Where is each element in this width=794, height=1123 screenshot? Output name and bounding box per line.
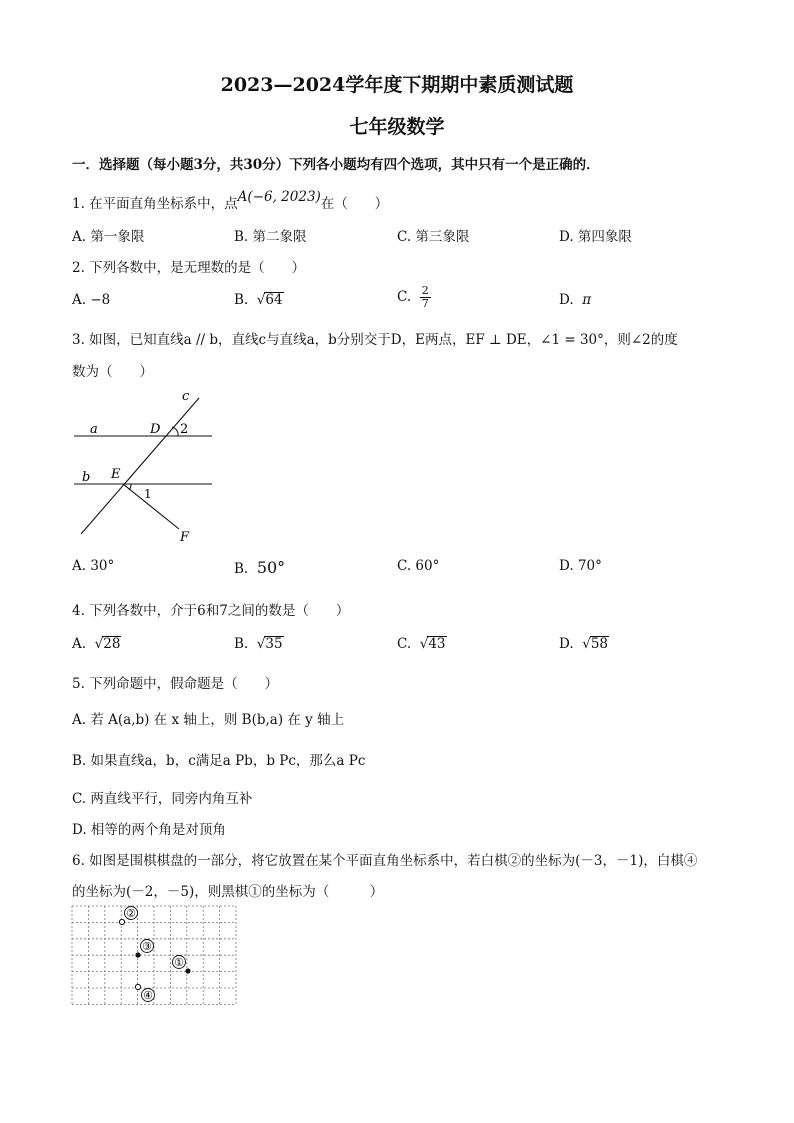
section-heading: 一．选择题（每小题3分，共30分）下列各小题均有四个选项，其中只有一个是正确的． [72, 157, 600, 173]
question-6-stem-line1: 6. 如图是围棋棋盘的一部分，将它放置在某个平面直角坐标系中，若白棋②的坐标为(－3，－1)，白棋④ [72, 853, 698, 869]
question-5-option-d: D. 相等的两个角是对顶角 [72, 822, 226, 838]
label-d: D [150, 422, 161, 437]
label-4-text: ④ [143, 989, 153, 1002]
question-1-stem-pre: 1. 在平面直角坐标系中，点 [72, 196, 238, 212]
question-2-option-d [559, 292, 591, 308]
question-1-point: A(−6, 2023) [237, 189, 321, 205]
question-2-option-a: A. −8 [72, 292, 111, 308]
board-grid [72, 906, 236, 1004]
label-1-text: ① [174, 956, 184, 969]
question-4-stem: 4. 下列各数中，介于6和7之间的数是（ ） [72, 603, 350, 619]
angle-1-arc [129, 484, 131, 490]
question-4-option-b-label: B. [234, 636, 249, 652]
question-2-option-c [397, 285, 431, 310]
question-3-option-d: D. 70° [559, 558, 602, 574]
question-2-option-c-fraction [420, 285, 431, 310]
question-2-stem: 2. 下列各数中，是无理数的是（ ） [72, 260, 306, 276]
question-1-option-d: D. 第四象限 [559, 229, 632, 245]
question-2-option-d-label: D. [559, 292, 574, 308]
black-stone-3 [135, 952, 140, 957]
question-5-stem: 5. 下列命题中，假命题是（ ） [72, 676, 279, 692]
question-3-stem-line2: 数为（ ） [72, 364, 153, 380]
question-6-go-board [68, 902, 244, 1008]
question-3-option-b [234, 558, 285, 577]
label-2: 2 [180, 422, 189, 437]
question-3-option-b-label: B. [234, 561, 249, 577]
exam-title: 2023—2024学年度下期期中素质测试题 [220, 74, 574, 96]
label-f: F [180, 530, 190, 545]
label-b: b [82, 470, 91, 485]
question-3-option-a: A. 30° [72, 558, 115, 574]
question-4-option-d-radicand: 58 [590, 636, 609, 652]
label-e: E [111, 467, 121, 482]
question-4-option-a-radicand: 28 [103, 636, 121, 652]
question-4-option-c-label: C. [397, 636, 412, 652]
question-5-option-a: A. 若 A(a,b) 在 x 轴上，则 B(b,a) 在 y 轴上 [72, 712, 345, 728]
question-1-option-b: B. 第二象限 [234, 229, 307, 245]
question-3-figure [66, 384, 226, 546]
question-3-option-c: C. 60° [397, 558, 440, 574]
question-5-option-b: B. 如果直线a，b，c满足a Pb，b Pc，那么a Pc [72, 753, 366, 769]
question-2-option-b: B. √64 [234, 292, 283, 308]
question-4-option-a-label: A. [72, 636, 87, 652]
question-2-option-c-denominator: 7 [421, 297, 429, 310]
question-1-stem-post: 在（ ） [320, 196, 389, 212]
line-c [81, 398, 199, 534]
question-2-option-b-radicand: 64 [265, 292, 283, 308]
question-3-option-b-value: 50° [256, 558, 286, 577]
question-4-option-c: C. √43 [397, 636, 446, 652]
question-2-option-c-label: C. [397, 289, 412, 305]
question-4-option-b-radicand: 35 [265, 636, 283, 652]
label-a: a [90, 422, 98, 437]
question-2-option-b-label: B. [234, 292, 249, 308]
question-3-stem-line1: 3. 如图，已知直线a // b，直线c与直线a，b分别交于D，E两点，EF ⊥ DE，∠1 = 30°，则∠2的度 [72, 332, 678, 348]
question-2-option-c-numerator: 2 [421, 284, 429, 297]
label-2-text: ② [126, 907, 136, 920]
exam-subject: 七年级数学 [349, 116, 445, 138]
question-4-option-b: B. √35 [234, 636, 283, 652]
question-1-stem [72, 189, 389, 212]
question-5-option-c: C. 两直线平行，同旁内角互补 [72, 791, 253, 807]
question-2-option-d-pi: π [582, 292, 592, 308]
black-stone-1 [185, 968, 190, 973]
label-1: 1 [144, 487, 152, 501]
question-4-option-a: A. √28 [72, 636, 121, 652]
label-3-text: ③ [142, 940, 152, 953]
white-stone-4 [135, 984, 140, 989]
question-6-stem-line2: 的坐标为(－2，－5)，则黑棋①的坐标为（ ） [72, 884, 384, 900]
question-4-option-d-label: D. [559, 636, 574, 652]
question-4-option-c-radicand: 43 [428, 636, 446, 652]
question-1-option-c: C. 第三象限 [397, 229, 470, 245]
white-stone-2 [119, 919, 124, 924]
question-4-option-d: D. √58 [559, 636, 609, 652]
label-c: c [182, 389, 190, 404]
question-1-option-a: A. 第一象限 [72, 229, 145, 245]
